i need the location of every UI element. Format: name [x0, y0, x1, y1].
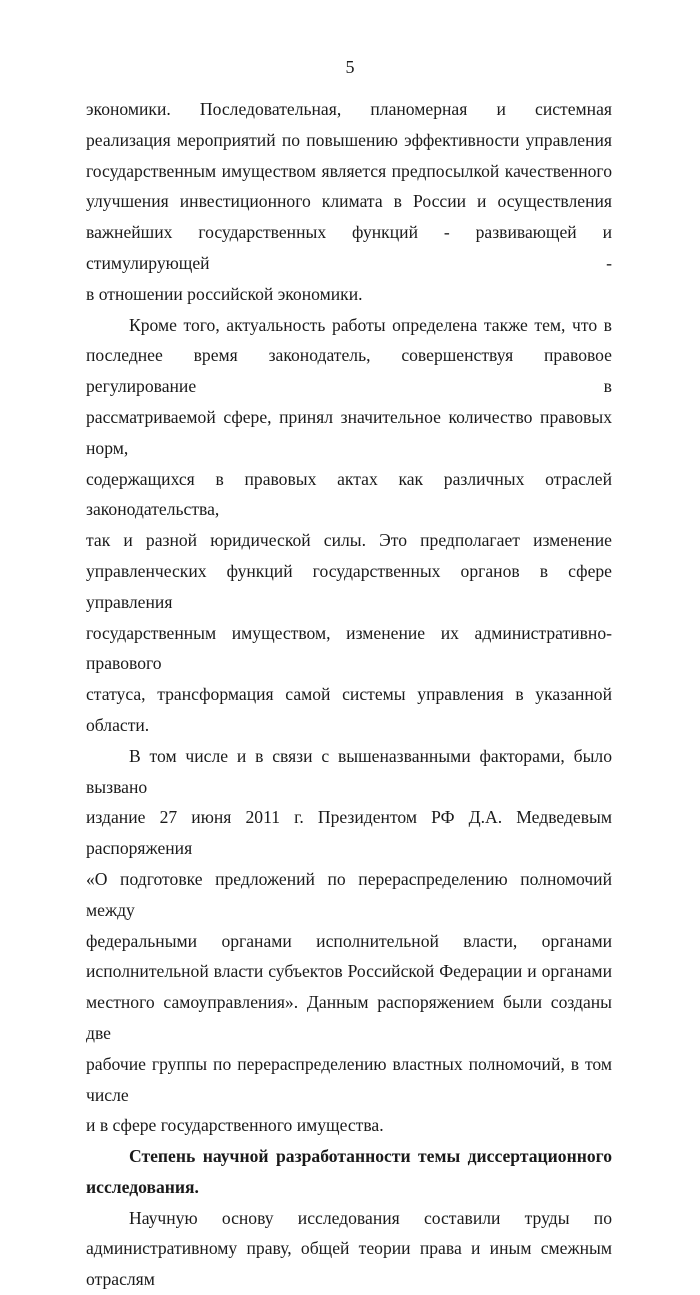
page-number: 5 [345, 57, 355, 77]
text-line: управленческих функций государственных органов в сфере управления [86, 560, 612, 612]
text-line: Кроме того, актуальность работы определена также тем, что в [129, 314, 612, 335]
text-line: экономики. Последовательная, планомерная и системная [86, 99, 612, 119]
text-line: статуса, трансформация самой системы управления в указанной области. [86, 684, 612, 735]
text-line: издание 27 июня 2011 г. Президентом РФ Д.А. Медведевым распоряжения [86, 807, 612, 859]
text-line: реализация мероприятий по повышению эффективности управления [86, 129, 612, 150]
text-line: важнейших государственных функций - развивающей и стимулирующей - [86, 222, 612, 273]
text-line: исследования. [86, 1176, 199, 1197]
text-line: «О подготовке предложений по перераспределению полномочий между [86, 868, 612, 920]
text-line: рабочие группы по перераспределению властных полномочий, в том числе [86, 1053, 612, 1105]
text-line: рассматриваемой сфере, принял значительное количество правовых норм, [86, 406, 612, 458]
text-line: административному праву, общей теории права и иным смежным отраслям [86, 1238, 612, 1290]
text-line: содержащихся в правовых актах как различных отраслей законодательства, [86, 468, 612, 520]
text-line: так и разной юридической силы. Это предполагает изменение [86, 530, 612, 551]
text-line: последнее время законодатель, совершенствуя правовое регулирование в [86, 345, 612, 397]
text-line: исполнительной власти субъектов Российской Федерации и органами [86, 961, 612, 982]
text-line: улучшения инвестиционного климата в России и осуществления [86, 191, 612, 212]
text-line: В том числе и в связи с вышеназванными факторами, было вызвано [86, 745, 612, 797]
text-line: Научную основу исследования составили труды по [129, 1207, 612, 1228]
body-text [86, 94, 612, 1295]
text-line: федеральными органами исполнительной власти, органами [86, 930, 612, 951]
text-line: государственным имуществом является предпосылкой качественного [86, 160, 612, 181]
text-line: Степень научной разработанности темы диссертационного [129, 1146, 612, 1167]
text-line: местного самоуправления». Данным распоряжением были созданы две [86, 992, 612, 1043]
text-line: в отношении российской экономики. [86, 283, 363, 304]
text-line: государственным имуществом, изменение их административно-правового [86, 622, 612, 674]
text-line: и в сфере государственного имущества. [86, 1115, 384, 1136]
